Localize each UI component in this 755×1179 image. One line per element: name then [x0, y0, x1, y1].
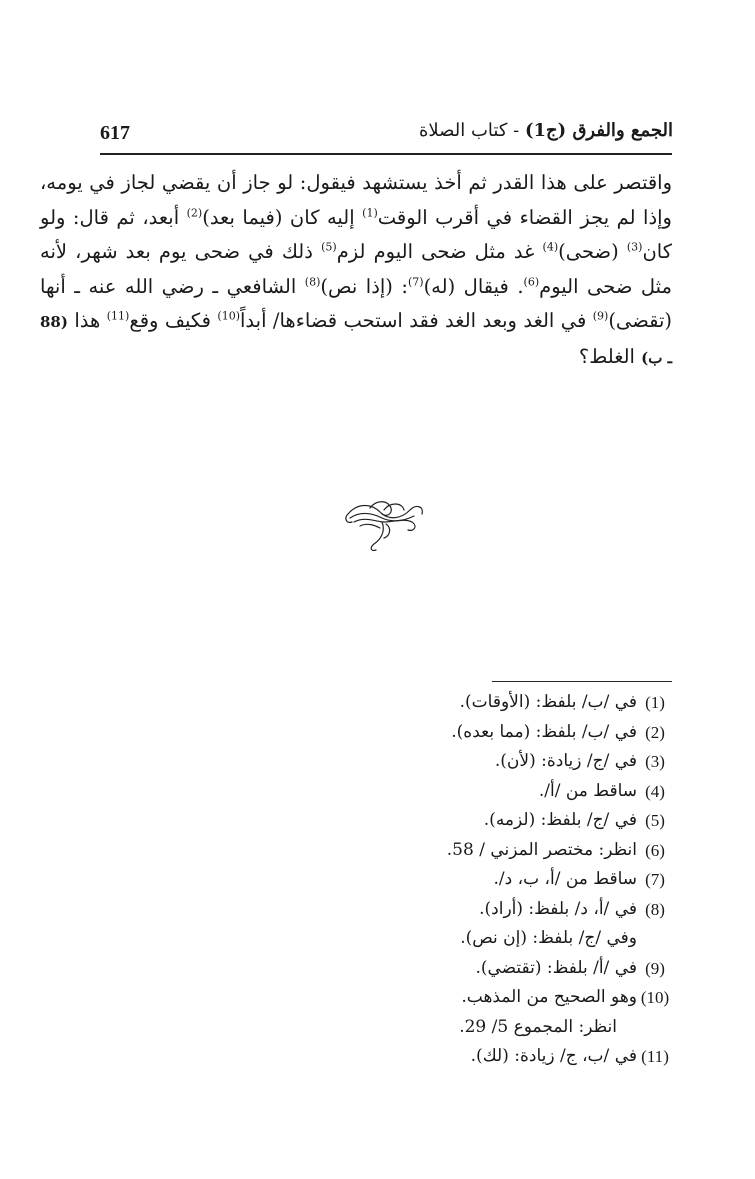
footnote-item — [253, 983, 673, 1013]
footnote-text: ساقط من /أ، ب، د/. — [493, 869, 637, 889]
footnote-number: (1) — [645, 693, 665, 712]
text-segment: . فيقال (له) — [423, 274, 524, 298]
text-segment: الغلط؟ — [578, 344, 642, 368]
footnote-number: (9) — [645, 958, 665, 978]
footnote-text: وفي /ج/ بلفظ: (إن نص). — [460, 928, 637, 948]
footnote-number: (8) — [645, 899, 665, 919]
footnote-marker: (8) — [304, 275, 321, 288]
footnote-marker: (6) — [523, 275, 540, 288]
header-rule — [100, 153, 672, 155]
footnote-text: انظر: المجموع 5/ 29. — [459, 1016, 617, 1037]
text-segment: الشافعي ـ رضي الله عنه ـ أنها (تقضى) — [40, 274, 672, 332]
footnote-item — [253, 718, 673, 748]
text-segment: غد مثل ضحى اليوم لزم — [336, 240, 543, 263]
footnotes-rule — [492, 681, 672, 682]
text-segment: واقتصر على هذا القدر ثم أخذ يستشهد فيقول: لو جاز أن يقضي لجاز في يومه، وإذا لم يجز القضاء في أقرب الوقت — [40, 171, 672, 229]
text-segment: : (إذا نص) — [320, 274, 408, 298]
footnote-marker: (4) — [542, 240, 559, 254]
footnote-item-continuation — [253, 1013, 673, 1043]
manuscript-folio-reference: (88 ـ ب) — [40, 313, 672, 367]
footnote-item — [253, 806, 673, 836]
footnote-item — [253, 895, 673, 925]
footnote-item-continuation — [253, 924, 673, 954]
footnote-number: (7) — [645, 870, 665, 889]
footnote-item — [253, 1042, 673, 1072]
footnote-text: في /ب/ بلفظ: (الأوقات). — [459, 692, 637, 712]
footnote-item — [253, 836, 673, 866]
footnote-marker: (10) — [217, 309, 241, 323]
footnote-item — [253, 688, 673, 718]
footnote-marker: (9) — [592, 309, 609, 323]
footnote-marker: (1) — [362, 206, 378, 219]
footnote-marker: (7) — [407, 275, 424, 288]
footnote-text: في /ج/ بلفظ: (لزمه). — [483, 810, 637, 830]
footnotes — [253, 688, 673, 1072]
main-paragraph — [40, 166, 672, 375]
footnote-number: (6) — [645, 840, 665, 860]
footnote-marker: (11) — [106, 309, 130, 323]
footnote-item — [253, 777, 673, 807]
footnote-text: ساقط من /أ/. — [538, 780, 637, 801]
book-title: الجمع والفرق (ج1) — [524, 120, 673, 141]
footnote-number — [637, 924, 673, 954]
footnote-number: (4) — [645, 781, 665, 801]
text-segment: هذا — [67, 309, 107, 332]
footnote-text: في /ب/ بلفظ: (مما بعده). — [451, 721, 637, 742]
text-segment: فكيف وقع — [129, 309, 218, 332]
decorative-flourish-icon — [340, 492, 430, 558]
footnote-number: (2) — [645, 722, 665, 742]
footnote-text: في /ج/ زيادة: (لأن). — [494, 751, 637, 771]
footnote-text: وهو الصحيح من المذهب. — [461, 987, 637, 1007]
footnote-number: (11) — [641, 1047, 669, 1066]
footnote-number: (5) — [645, 811, 665, 830]
text-segment: أبعد، ثم قال: ولو كان — [40, 205, 673, 263]
footnote-text: في /أ/ بلفظ: (تقتضي). — [475, 957, 637, 978]
footnote-item — [253, 747, 673, 777]
text-segment: ذلك في ضحى يوم بعد شهر، لأنه مثل ضحى اليوم — [40, 240, 672, 298]
footnote-number — [637, 1013, 673, 1043]
footnote-item — [253, 865, 673, 895]
text-segment: في الغد وبعد الغد فقد استحب قضاءها/ أبداً — [240, 309, 593, 332]
footnote-marker: (5) — [321, 240, 337, 254]
header-separator: - — [513, 120, 520, 141]
footnote-marker: (3) — [626, 240, 643, 254]
page-number: 617 — [100, 122, 130, 144]
footnote-marker: (2) — [186, 206, 203, 219]
footnote-text: انظر: مختصر المزني / 58. — [446, 839, 637, 860]
text-segment: (ضحى) — [558, 240, 627, 263]
footnote-number: (10) — [640, 988, 670, 1007]
footnote-text: في /أ، د/ بلفظ: (أراد). — [479, 898, 637, 919]
footnote-item — [253, 954, 673, 984]
chapter-title: كتاب الصلاة — [419, 120, 508, 141]
footnote-text: في /ب، ج/ زيادة: (لك). — [470, 1046, 637, 1066]
text-segment: إليه كان (فيما بعد) — [202, 205, 363, 229]
running-head — [419, 120, 673, 141]
footnote-number: (3) — [645, 752, 665, 771]
